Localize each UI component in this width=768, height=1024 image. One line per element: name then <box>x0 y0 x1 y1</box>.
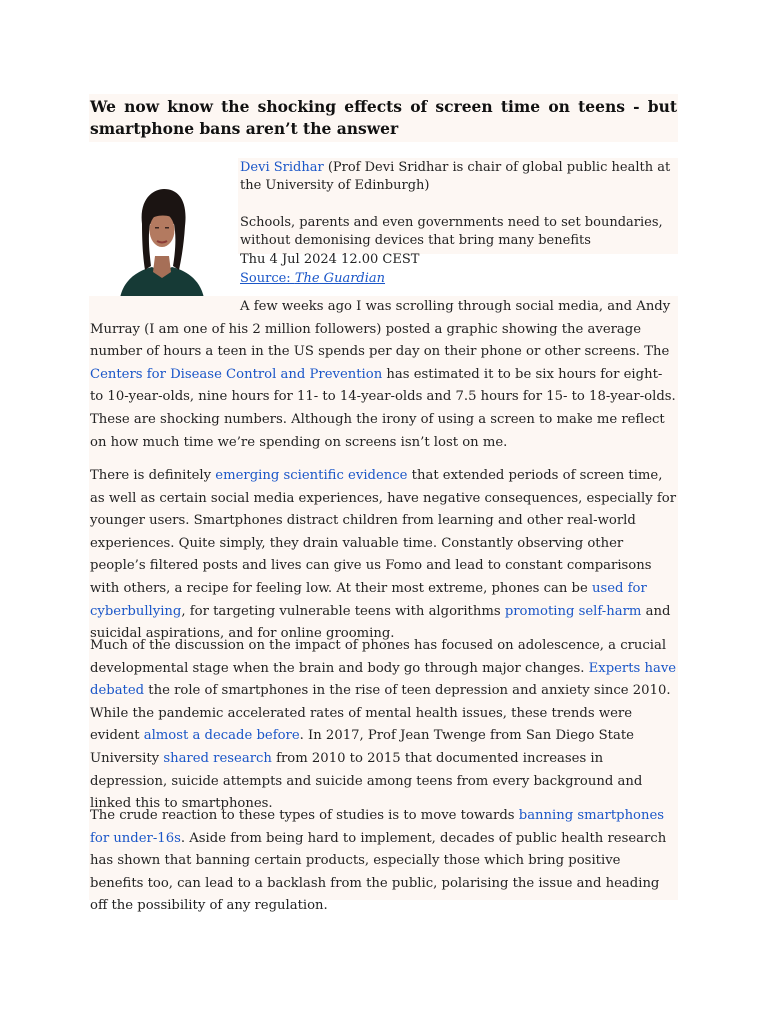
smartphone-ban-link[interactable]: banning smartphones for under-16s <box>90 808 665 846</box>
paragraph-text: and suicidal aspirations, and for online grooming. <box>90 603 671 642</box>
paragraph-text: The crude reaction to these types of studies is to move towards <box>90 808 519 823</box>
author-bio: (Prof Devi Sridhar is chair of global public health at the University of Edinburgh) <box>240 160 671 193</box>
paragraph-text: the role of smartphones in the rise of teen depression and anxiety since 2010. While the pandemic accelerated rates of mental health issues, these trends were evident <box>90 683 671 744</box>
source-prefix: Source: <box>240 271 295 286</box>
source-name: The Guardian <box>294 271 386 286</box>
author-line <box>240 159 676 195</box>
paragraph-text: . Aside from being hard to implement, decades of public health research has shown that banning certain products, especially those which bring positive benefits too, can lead to a backlash from the public, polarising the issue and heading off the possibility of any regulation. <box>90 830 667 914</box>
author-link[interactable]: Devi Sridhar <box>240 160 324 175</box>
decade-before-link[interactable]: almost a decade before <box>143 728 300 744</box>
paragraph-text: . In 2017, Prof Jean Twenge from San Diego State University <box>90 728 634 766</box>
title-banner <box>89 94 678 142</box>
paragraph-2 <box>90 465 678 646</box>
publish-date: Thu 4 Jul 2024 12.00 CEST <box>240 252 420 267</box>
experts-debated-link[interactable]: Experts have debated <box>90 660 677 699</box>
paragraph-text: from 2010 to 2015 that documented increases in depression, suicide attempts and suicide among teens from every background and linked this to smartphones. <box>90 750 643 812</box>
paragraph-4 <box>90 805 678 918</box>
paragraph-text: has estimated it to be six hours for eight- to 10-year-olds, nine hours for 11- to 14-year-olds and 7.5 hours for 15- to 18-year-olds. These are shocking numbers. Although the irony of using a screen to make me reflect on how much time we’re spending on screens isn’t lost on me. <box>90 366 676 450</box>
paragraph-text: A few weeks ago I was scrolling through social media, and Andy Murray (I am one of his 2 million followers) posted a graphic showing the average number of hours a teen in the US spends per day on their phone or other screens. The <box>90 299 671 360</box>
cyberbullying-link[interactable]: used for cyberbullying <box>90 580 647 619</box>
paragraph-text: , for targeting vulnerable teens with algorithms <box>181 603 505 619</box>
paragraph-text: Much of the discussion on the impact of phones has focused on adolescence, a crucial developmental stage when the brain and body go through major changes. <box>90 638 667 676</box>
paragraph-1 <box>90 296 678 454</box>
scientific-evidence-link[interactable]: emerging scientific evidence <box>215 468 408 483</box>
standfirst: Schools, parents and even governments need to set boundaries, without demonising devices that bring many benefits <box>240 215 663 248</box>
shared-research-link[interactable]: shared research <box>163 750 272 766</box>
author-portrait <box>118 186 206 298</box>
self-harm-link[interactable]: promoting self-harm <box>504 603 642 619</box>
paragraph-3 <box>90 635 678 816</box>
paragraph-text: There is definitely <box>90 468 216 483</box>
paragraph-text: that extended periods of screen time, as well as certain social media experiences, have negative consequences, especially for younger users. Smartphones distract children from learning and other real-world experiences. Quite simply, they drain valuable time. Constantly observing other people’s filtered posts and lives can give us Fomo and lead to constant comparisons with others, a recipe for feeling low. At their most extreme, phones can be <box>90 468 676 596</box>
article-title: We now know the shocking effects of screen time on teens - but smartphone bans aren’t the answer <box>90 97 677 138</box>
cdc-link[interactable]: Centers for Disease Control and Prevention <box>90 366 383 382</box>
source-link[interactable] <box>240 271 385 286</box>
source-line <box>240 270 676 288</box>
